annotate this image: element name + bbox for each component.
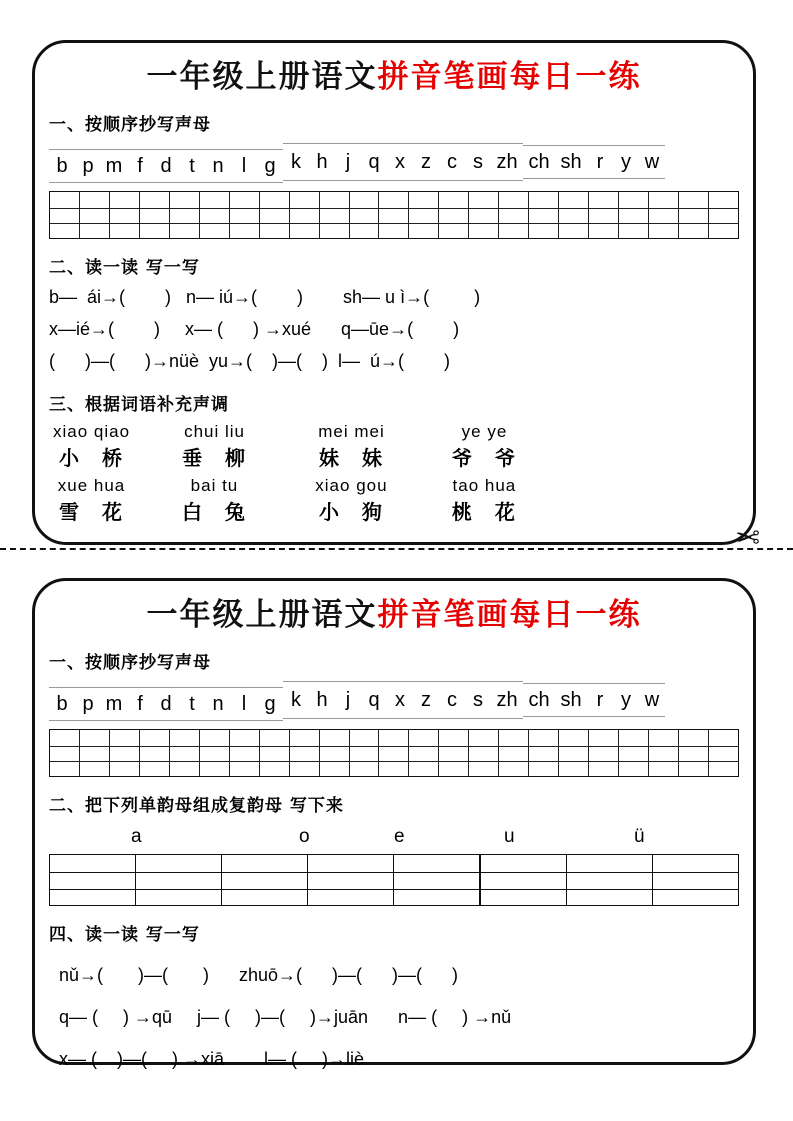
writing-grid-cell[interactable] <box>469 192 499 238</box>
vowel-label: o <box>299 826 310 848</box>
writing-grid-cell[interactable] <box>290 192 320 238</box>
initial-letter: zh <box>496 151 518 174</box>
grid-guideline <box>50 889 738 890</box>
initials-group-2-bottom <box>283 681 523 719</box>
writing-grid-cell[interactable] <box>260 730 290 776</box>
initials-row-top <box>49 141 743 183</box>
initial-letter: sh <box>560 151 582 174</box>
writing-grid-cell[interactable] <box>80 192 110 238</box>
grid-guideline <box>50 223 738 224</box>
exercise-line[interactable]: b— ái→( ) n— iú→( ) sh— u ì→( ) <box>49 287 481 308</box>
page-title-bottom <box>35 597 753 634</box>
initial-letter: ch <box>528 689 550 712</box>
initial-letter: h <box>316 151 328 174</box>
tone-hanzi: 雪 花 <box>59 500 130 525</box>
writing-grid-bottom[interactable] <box>49 729 739 777</box>
writing-grid-cell[interactable] <box>379 730 409 776</box>
writing-grid-cell[interactable] <box>230 730 260 776</box>
writing-grid-cell[interactable] <box>140 192 170 238</box>
grid-guideline <box>50 872 738 873</box>
initial-letter: r <box>596 151 604 174</box>
initial-letter: k <box>291 151 301 174</box>
section-heading-bottom-4: 四、读一读 写一写 <box>49 925 200 946</box>
writing-grid-cell[interactable] <box>110 730 140 776</box>
compound-final-cell[interactable] <box>481 855 567 905</box>
tone-word-item[interactable] <box>446 421 523 473</box>
initial-letter: g <box>264 155 276 178</box>
writing-grid-cell[interactable] <box>379 192 409 238</box>
writing-grid-cell[interactable] <box>140 730 170 776</box>
tone-pinyin: ye ye <box>461 421 508 441</box>
writing-grid-top[interactable] <box>49 191 739 239</box>
writing-grid-cell[interactable] <box>80 730 110 776</box>
initials-group-3-bottom <box>523 683 665 717</box>
initial-letter: t <box>189 155 195 178</box>
tone-pinyin: xue hua <box>57 475 126 495</box>
compound-final-grid[interactable] <box>49 854 739 906</box>
exercise-line[interactable]: x— ( )—( ) →xiā l— ( )→liè <box>49 1048 365 1069</box>
tone-pinyin: xiao qiao <box>53 421 131 441</box>
writing-grid-cell[interactable] <box>110 192 140 238</box>
initial-letter: m <box>105 155 123 178</box>
compound-final-cell[interactable] <box>50 855 136 905</box>
initials-row-bottom <box>49 679 743 721</box>
writing-grid-cell[interactable] <box>350 730 380 776</box>
initial-letter: s <box>473 151 483 174</box>
initials-group-3-top <box>523 145 665 179</box>
writing-grid-cell[interactable] <box>320 730 350 776</box>
compound-final-cell[interactable] <box>222 855 308 905</box>
initial-letter: p <box>82 693 94 716</box>
page-title-top <box>35 59 753 96</box>
initial-letter: x <box>395 689 405 712</box>
initial-letter: h <box>316 689 328 712</box>
writing-grid-cell[interactable] <box>50 730 80 776</box>
initial-letter: sh <box>560 689 582 712</box>
exercise-line[interactable]: nǔ→( )—( ) zhuō→( )—( )—( ) <box>49 965 459 986</box>
writing-grid-cell[interactable] <box>290 730 320 776</box>
tone-hanzi: 小 桥 <box>59 445 131 470</box>
initial-letter: z <box>421 151 431 174</box>
section-heading-top-3: 三、根据词语补充声调 <box>49 394 229 415</box>
writing-grid-cell[interactable] <box>200 192 230 238</box>
initial-letter: p <box>82 155 94 178</box>
tone-hanzi: 妹 妹 <box>319 445 390 470</box>
tone-hanzi: 白 兔 <box>181 500 253 525</box>
writing-grid-cell[interactable] <box>709 192 738 238</box>
initial-letter: n <box>212 155 224 178</box>
writing-grid-cell[interactable] <box>230 192 260 238</box>
initial-letter: m <box>105 693 123 716</box>
page-title-bottom-red: 拼音笔画每日一练 <box>377 597 642 633</box>
initial-letter: w <box>644 689 660 712</box>
tone-pinyin: xiao gou <box>315 475 388 495</box>
initial-letter: f <box>137 155 143 178</box>
vowel-label: e <box>394 826 405 848</box>
writing-grid-cell[interactable] <box>529 192 559 238</box>
tone-word-item[interactable] <box>53 421 130 473</box>
initial-letter: y <box>621 151 631 174</box>
writing-grid-cell[interactable] <box>50 192 80 238</box>
initial-letter: zh <box>496 689 518 712</box>
initials-group-1-bottom <box>49 687 283 721</box>
worksheet-card-top <box>32 40 756 545</box>
initial-letter: ch <box>528 151 550 174</box>
initial-letter: f <box>137 693 143 716</box>
writing-grid-cell[interactable] <box>559 730 589 776</box>
initial-letter: j <box>345 689 351 712</box>
tone-pinyin: mei mei <box>318 421 385 441</box>
writing-grid-cell[interactable] <box>619 192 649 238</box>
section-heading-top-2: 二、读一读 写一写 <box>49 258 200 279</box>
initial-letter: b <box>56 155 68 178</box>
compound-final-cell[interactable] <box>136 855 222 905</box>
writing-grid-cell[interactable] <box>589 730 619 776</box>
writing-grid-cell[interactable] <box>439 730 469 776</box>
writing-grid-cell[interactable] <box>170 730 200 776</box>
writing-grid-cell[interactable] <box>679 730 709 776</box>
tone-hanzi: 桃 花 <box>451 500 523 525</box>
writing-grid-cell[interactable] <box>260 192 290 238</box>
tone-hanzi: 垂 柳 <box>182 445 254 470</box>
compound-final-cell[interactable] <box>653 855 738 905</box>
initial-letter: z <box>421 689 431 712</box>
vowel-label: ü <box>634 826 645 848</box>
tone-hanzi: 小 狗 <box>318 500 390 525</box>
initial-letter: y <box>621 689 631 712</box>
initials-group-1-top <box>49 149 283 183</box>
initial-letter: g <box>264 693 276 716</box>
initial-letter: t <box>189 693 195 716</box>
exercise-line[interactable]: x—ié→( ) x— ( ) →xué q—ūe→( ) <box>49 319 460 340</box>
writing-grid-cell[interactable] <box>409 730 439 776</box>
writing-grid-cell[interactable] <box>409 192 439 238</box>
initial-letter: d <box>160 155 172 178</box>
section-heading-bottom-2: 二、把下列单韵母组成复韵母 写下来 <box>49 796 344 817</box>
tone-word-item[interactable] <box>53 475 130 527</box>
page-title-top-black: 一年级上册语文 <box>146 59 378 95</box>
initial-letter: x <box>395 151 405 174</box>
tone-pinyin: bai tu <box>190 475 239 495</box>
initial-letter: q <box>368 689 380 712</box>
initial-letter: w <box>644 151 660 174</box>
grid-guideline <box>50 208 738 209</box>
tone-pinyin: chui liu <box>184 421 245 441</box>
compound-final-cell[interactable] <box>308 855 394 905</box>
writing-grid-cell[interactable] <box>499 192 529 238</box>
writing-grid-cell[interactable] <box>499 730 529 776</box>
tone-word-row <box>53 475 753 527</box>
initial-letter: j <box>345 151 351 174</box>
initial-letter: l <box>241 693 247 716</box>
vowel-label-row <box>49 826 739 852</box>
tone-word-item[interactable] <box>446 475 523 527</box>
vowel-label: a <box>131 826 142 848</box>
initial-letter: c <box>447 689 457 712</box>
page-title-bottom-black: 一年级上册语文 <box>146 597 378 633</box>
initial-letter: n <box>212 693 224 716</box>
worksheet-card-bottom <box>32 578 756 1069</box>
initial-letter: b <box>56 693 68 716</box>
writing-grid-cell[interactable] <box>589 192 619 238</box>
initials-group-2-top <box>283 143 523 181</box>
initial-letter: s <box>473 689 483 712</box>
writing-grid-cell[interactable] <box>320 192 350 238</box>
section-heading-bottom-1: 一、按顺序抄写声母 <box>49 653 211 674</box>
initial-letter: r <box>596 689 604 712</box>
compound-final-cell[interactable] <box>567 855 653 905</box>
writing-grid-cell[interactable] <box>469 730 499 776</box>
tone-word-item[interactable] <box>313 475 390 527</box>
writing-grid-cell[interactable] <box>350 192 380 238</box>
tone-hanzi: 爷 爷 <box>452 445 523 470</box>
tone-word-item[interactable] <box>176 475 253 527</box>
writing-grid-cell[interactable] <box>649 192 679 238</box>
exercise-line[interactable]: ( )—( )→nüè yu→( )—( ) l— ú→( ) <box>49 350 451 371</box>
tone-word-item[interactable] <box>176 421 253 473</box>
initial-letter: q <box>368 151 380 174</box>
writing-grid-cell[interactable] <box>619 730 649 776</box>
scissors-icon: ✂ <box>735 522 761 555</box>
writing-grid-cell[interactable] <box>170 192 200 238</box>
grid-guideline <box>50 746 738 747</box>
initial-letter: c <box>447 151 457 174</box>
exercise-line[interactable]: q— ( ) →qū j— ( )—( )→juān n— ( ) →nǔ <box>49 1006 512 1027</box>
writing-grid-cell[interactable] <box>709 730 738 776</box>
initial-letter: d <box>160 693 172 716</box>
compound-final-cell[interactable] <box>394 855 481 905</box>
section-heading-top-1: 一、按顺序抄写声母 <box>49 115 211 136</box>
initial-letter: l <box>241 155 247 178</box>
writing-grid-cell[interactable] <box>439 192 469 238</box>
writing-grid-cell[interactable] <box>559 192 589 238</box>
grid-guideline <box>50 761 738 762</box>
tone-pinyin: tao hua <box>452 475 517 495</box>
writing-grid-cell[interactable] <box>679 192 709 238</box>
cut-dashed-line <box>0 548 793 552</box>
writing-grid-cell[interactable] <box>200 730 230 776</box>
page-title-top-red: 拼音笔画每日一练 <box>377 59 642 95</box>
vowel-label: u <box>504 826 515 848</box>
tone-word-item[interactable] <box>313 421 390 473</box>
writing-grid-cell[interactable] <box>649 730 679 776</box>
tone-word-row <box>53 421 753 473</box>
initial-letter: k <box>291 689 301 712</box>
writing-grid-cell[interactable] <box>529 730 559 776</box>
